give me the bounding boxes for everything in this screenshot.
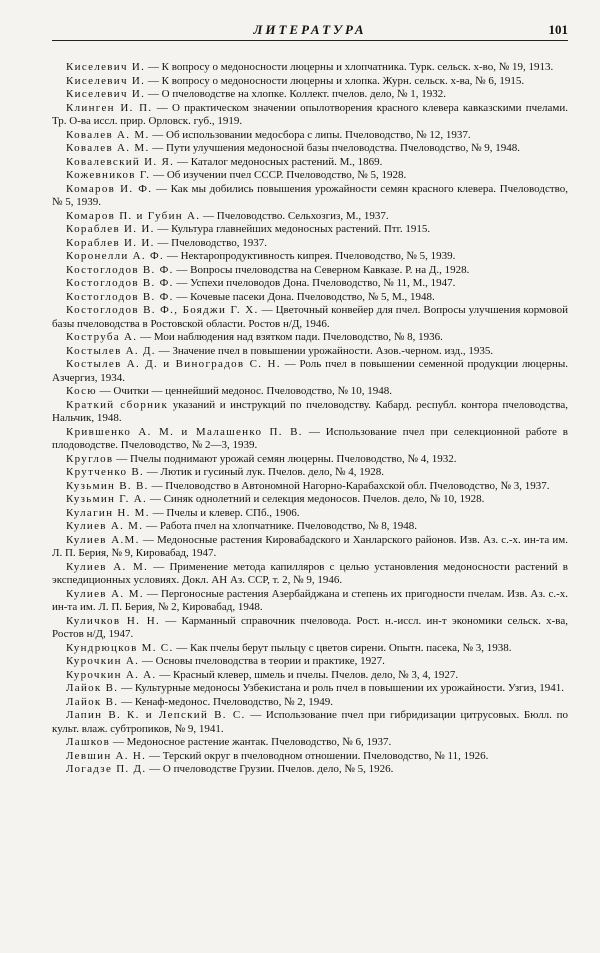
entry-author: Косю	[66, 385, 97, 397]
entry-author: Кулиев А. М.	[66, 520, 144, 532]
bibliography-list	[52, 61, 568, 777]
bibliography-entry	[52, 493, 568, 507]
entry-author: Кораблев И. И.	[66, 223, 155, 235]
entry-text: — Вопросы пчеловодства на Северном Кавказе. Р. на Д., 1928.	[176, 263, 470, 276]
entry-author: Костоглодов В. Ф., Бояджи Г. Х.	[66, 304, 259, 316]
entry-author: Кораблев И. И.	[66, 236, 155, 249]
entry-text: — Лютик и гусиный лук. Пчелов. дело, № 4, 1928.	[146, 466, 385, 478]
entry-text: — Каталог медоносных растений. М., 1869.	[176, 155, 383, 168]
bibliography-entry	[52, 156, 568, 170]
bibliography-entry	[52, 385, 568, 399]
entry-text: — Пчеловодство, 1937.	[157, 236, 267, 249]
entry-author: Крившенко А. М. и Малашенко П. В.	[66, 425, 303, 438]
entry-text: — Карманный справочник пчеловода. Рост. н.-иссл. ин-т экономики сельск. х-ва, Ростов н/Д, 1947.	[52, 614, 568, 640]
bibliography-entry	[52, 210, 568, 224]
bibliography-entry	[52, 237, 568, 251]
entry-author: Костоглодов В. Ф.	[66, 263, 174, 276]
entry-author: Круглов	[66, 452, 114, 465]
entry-text: — Культурные медоносы Узбекистана и роль пчел в повышении их урожайности. Узгиз, 1941.	[121, 682, 565, 694]
entry-text: — Терский округ в пчеловодном отношении. Пчеловодство, № 11, 1926.	[148, 749, 489, 762]
bibliography-entry	[52, 291, 568, 305]
entry-author: Кулагин Н. М.	[66, 506, 150, 519]
entry-author: Комаров П. и Губин А.	[66, 209, 201, 222]
entry-text: — Пергоносные растения Азербайджана и степень их пригодности пчелам. Изв. Аз. с.-х. ин-та им. Л. П. Берия, № 2, Кировабад, 1948.	[52, 587, 569, 613]
entry-text: — О пчеловодстве на хлопке. Коллект. пчелов. дело, № 1, 1932.	[147, 88, 446, 100]
entry-text: — Основы пчеловодства в теории и практике, 1927.	[141, 655, 385, 667]
entry-author: Лайок В.	[66, 682, 119, 694]
entry-text: — О пчеловодстве Грузии. Пчелов. дело, № 5, 1926.	[149, 763, 394, 775]
entry-author: Кулиев А. М.	[66, 560, 149, 573]
bibliography-entry	[52, 426, 568, 453]
bibliography-entry	[52, 453, 568, 467]
entry-text: — К вопросу о медоносности люцерны и хлопчатника. Турк. сельск. х-во, № 19, 1913.	[147, 61, 554, 73]
bibliography-entry	[52, 250, 568, 264]
entry-text: — Кочевые пасеки Дона. Пчеловодство, № 5, М., 1948.	[176, 290, 435, 303]
bibliography-entry	[52, 142, 568, 156]
bibliography-entry	[52, 358, 568, 385]
entry-author: Курочкин А.	[66, 655, 140, 667]
bibliography-entry	[52, 520, 568, 534]
bibliography-entry	[52, 534, 568, 561]
bibliography-entry	[52, 399, 568, 426]
entry-author: Ковалев А. М.	[66, 128, 150, 141]
entry-text: — Успехи пчеловодов Дона. Пчеловодство, № 11, М., 1947.	[176, 277, 456, 289]
entry-text: — Пчелы поднимают урожай семян люцерны. Пчеловодство, № 4, 1932.	[116, 452, 457, 465]
bibliography-entry	[52, 304, 568, 331]
bibliography-entry	[52, 763, 568, 777]
bibliography-entry	[52, 750, 568, 764]
entry-author: Киселевич И.	[66, 74, 146, 87]
entry-author: Киселевич И.	[66, 61, 146, 73]
entry-author: Кулиев А. М.	[66, 587, 144, 600]
entry-text: — Мои наблюдения над взятком пади. Пчеловодство, № 8, 1936.	[140, 331, 443, 343]
entry-author: Комаров И. Ф.	[66, 182, 153, 195]
entry-author: Левшин А. Н.	[66, 749, 147, 762]
entry-author: Ковалевский И. Я.	[66, 155, 175, 168]
entry-text: — Об использовании медосбора с липы. Пчеловодство, № 12, 1937.	[152, 128, 471, 141]
entry-text: — Роль пчел в повышении семенной продукции люцерны. Азчергиз, 1934.	[52, 358, 568, 384]
bibliography-entry	[52, 696, 568, 710]
entry-author: Краткий сборник	[66, 398, 169, 411]
entry-author: Киселевич И.	[66, 88, 146, 100]
entry-text: — Использование пчел при гибридизации цитрусовых. Бюлл. по культ. влаж. субтропиков, № 9, 1941.	[52, 709, 568, 735]
entry-author: Кулиев А.М.	[66, 533, 140, 546]
bibliography-entry	[52, 183, 568, 210]
bibliography-entry	[52, 682, 568, 696]
entry-author: Крутченко В.	[66, 466, 145, 478]
entry-text: — Пчелы и клевер. СПб., 1906.	[152, 506, 300, 519]
entry-text: — Пчеловодство. Сельхозгиз, М., 1937.	[203, 209, 389, 222]
bibliography-entry	[52, 88, 568, 102]
bibliography-entry	[52, 615, 568, 642]
entry-text: — К вопросу о медоносности люцерны и хлопка. Журн. сельск. х-ва, № 6, 1915.	[147, 74, 525, 87]
entry-text: — Пчеловодство в Автономной Нагорно-Карабахской обл. Пчеловодство, № 3, 1937.	[151, 479, 550, 492]
entry-author: Коронелли А. Ф.	[66, 250, 165, 262]
page-number: 101	[548, 22, 568, 37]
entry-author: Лапин В. К. и Лепский В. С.	[66, 709, 246, 721]
entry-text: — Культура главнейших медоносных растений. Птг. 1915.	[157, 223, 431, 235]
entry-author: Куличков Н. Н.	[66, 614, 161, 627]
entry-author: Коструба А.	[66, 331, 138, 343]
entry-text: — Медоносные растения Кировабадского и Ханларского районов. Изв. Аз. с.-х. ин-та им. Л. П. Берия, № 9, Кировабад, 1947.	[52, 533, 568, 559]
entry-text: — Медоносное растение жантак. Пчеловодство, № 6, 1937.	[112, 736, 392, 748]
entry-author: Ковалев А. М.	[66, 142, 150, 154]
entry-text: — Работа пчел на хлопчатнике. Пчеловодство, № 8, 1948.	[146, 520, 417, 532]
bibliography-entry	[52, 655, 568, 669]
entry-text: — Пути улучшения медоносной базы пчеловодства. Пчеловодство, № 9, 1948.	[152, 142, 521, 154]
entry-text: — Красный клевер, шмель и пчелы. Пчелов. дело, № 3, 4, 1927.	[159, 668, 459, 681]
bibliography-entry	[52, 345, 568, 359]
entry-author: Кузьмин Г. А.	[66, 493, 148, 505]
entry-text: — О практическом значении опылотворения красного клевера кавказскими пчелами. Тр. О-ва иссл. прир. Орловск. губ., 1919.	[52, 101, 568, 127]
page-header	[52, 22, 568, 41]
entry-author: Клинген И. П.	[66, 101, 153, 114]
bibliography-entry	[52, 129, 568, 143]
entry-text: — Очитки — ценнейший медонос. Пчеловодство, № 10, 1948.	[99, 385, 392, 397]
bibliography-entry	[52, 61, 568, 75]
bibliography-entry	[52, 331, 568, 345]
entry-author: Кундрюцков М. С.	[66, 641, 174, 654]
entry-author: Костоглодов В. Ф.	[66, 277, 174, 289]
entry-author: Кожевников Г.	[66, 169, 151, 181]
entry-text: — Цветочный конвейер для пчел. Вопросы улучшения кормовой базы пчеловодства в Ростовской области. Ростов н/Д, 1946.	[52, 304, 569, 330]
bibliography-entry	[52, 588, 568, 615]
entry-author: Лашков	[66, 736, 111, 748]
bibliography-entry	[52, 736, 568, 750]
entry-text: — Кенаф-медонос. Пчеловодство, № 2, 1949.	[121, 695, 334, 708]
bibliography-entry	[52, 466, 568, 480]
bibliography-entry	[52, 223, 568, 237]
entry-text: — Использование пчел при селекционной работе в плодоводстве. Пчеловодство, № 2—3, 1939.	[52, 425, 569, 451]
entry-text: — Нектаропродуктивность кипрея. Пчеловодство, № 5, 1939.	[166, 250, 456, 262]
bibliography-entry	[52, 669, 568, 683]
bibliography-entry	[52, 102, 568, 129]
bibliography-entry	[52, 561, 568, 588]
bibliography-entry	[52, 169, 568, 183]
bibliography-entry	[52, 75, 568, 89]
entry-author: Курочкин А. А.	[66, 668, 157, 681]
entry-text: — Как мы добились повышения урожайности семян красного клевера. Пчеловодство, № 5, 1939.	[52, 182, 568, 208]
bibliography-entry	[52, 480, 568, 494]
entry-author: Костылев А. Д.	[66, 344, 156, 357]
running-title: ЛИТЕРАТУРА	[253, 22, 367, 37]
entry-text: — Значение пчел в повышении урожайности. Азов.-черном. изд., 1935.	[158, 344, 494, 357]
bibliography-entry	[52, 642, 568, 656]
entry-text: указаний и инструкций по пчеловодству. Кабард. республ. контора пчеловодства, Нальчик, 1948.	[52, 398, 568, 424]
entry-author: Костоглодов В. Ф.	[66, 290, 174, 303]
entry-author: Костылев А. Д. и Виноградов С. Н.	[66, 358, 281, 370]
entry-text: — Применение метода капилляров с целью установления медоносности растений в экспедиционных условиях. Докл. АН Аз. ССР, т. 2, № 9, 1946.	[52, 560, 569, 586]
bibliography-entry	[52, 507, 568, 521]
bibliography-entry	[52, 709, 568, 736]
entry-author: Логадзе П. Д.	[66, 763, 147, 775]
entry-text: — Об изучении пчел СССР. Пчеловодство, № 5, 1928.	[153, 169, 407, 181]
entry-author: Кузьмин В. В.	[66, 479, 149, 492]
entry-text: — Синяк однолетний и селекция медоносов. Пчелов. дело, № 10, 1928.	[149, 493, 485, 505]
bibliography-entry	[52, 264, 568, 278]
bibliography-entry	[52, 277, 568, 291]
entry-text: — Как пчелы берут пыльцу с цветов сирени. Опытн. пасека, № 3, 1938.	[176, 641, 512, 654]
entry-author: Лайок В.	[66, 695, 119, 708]
